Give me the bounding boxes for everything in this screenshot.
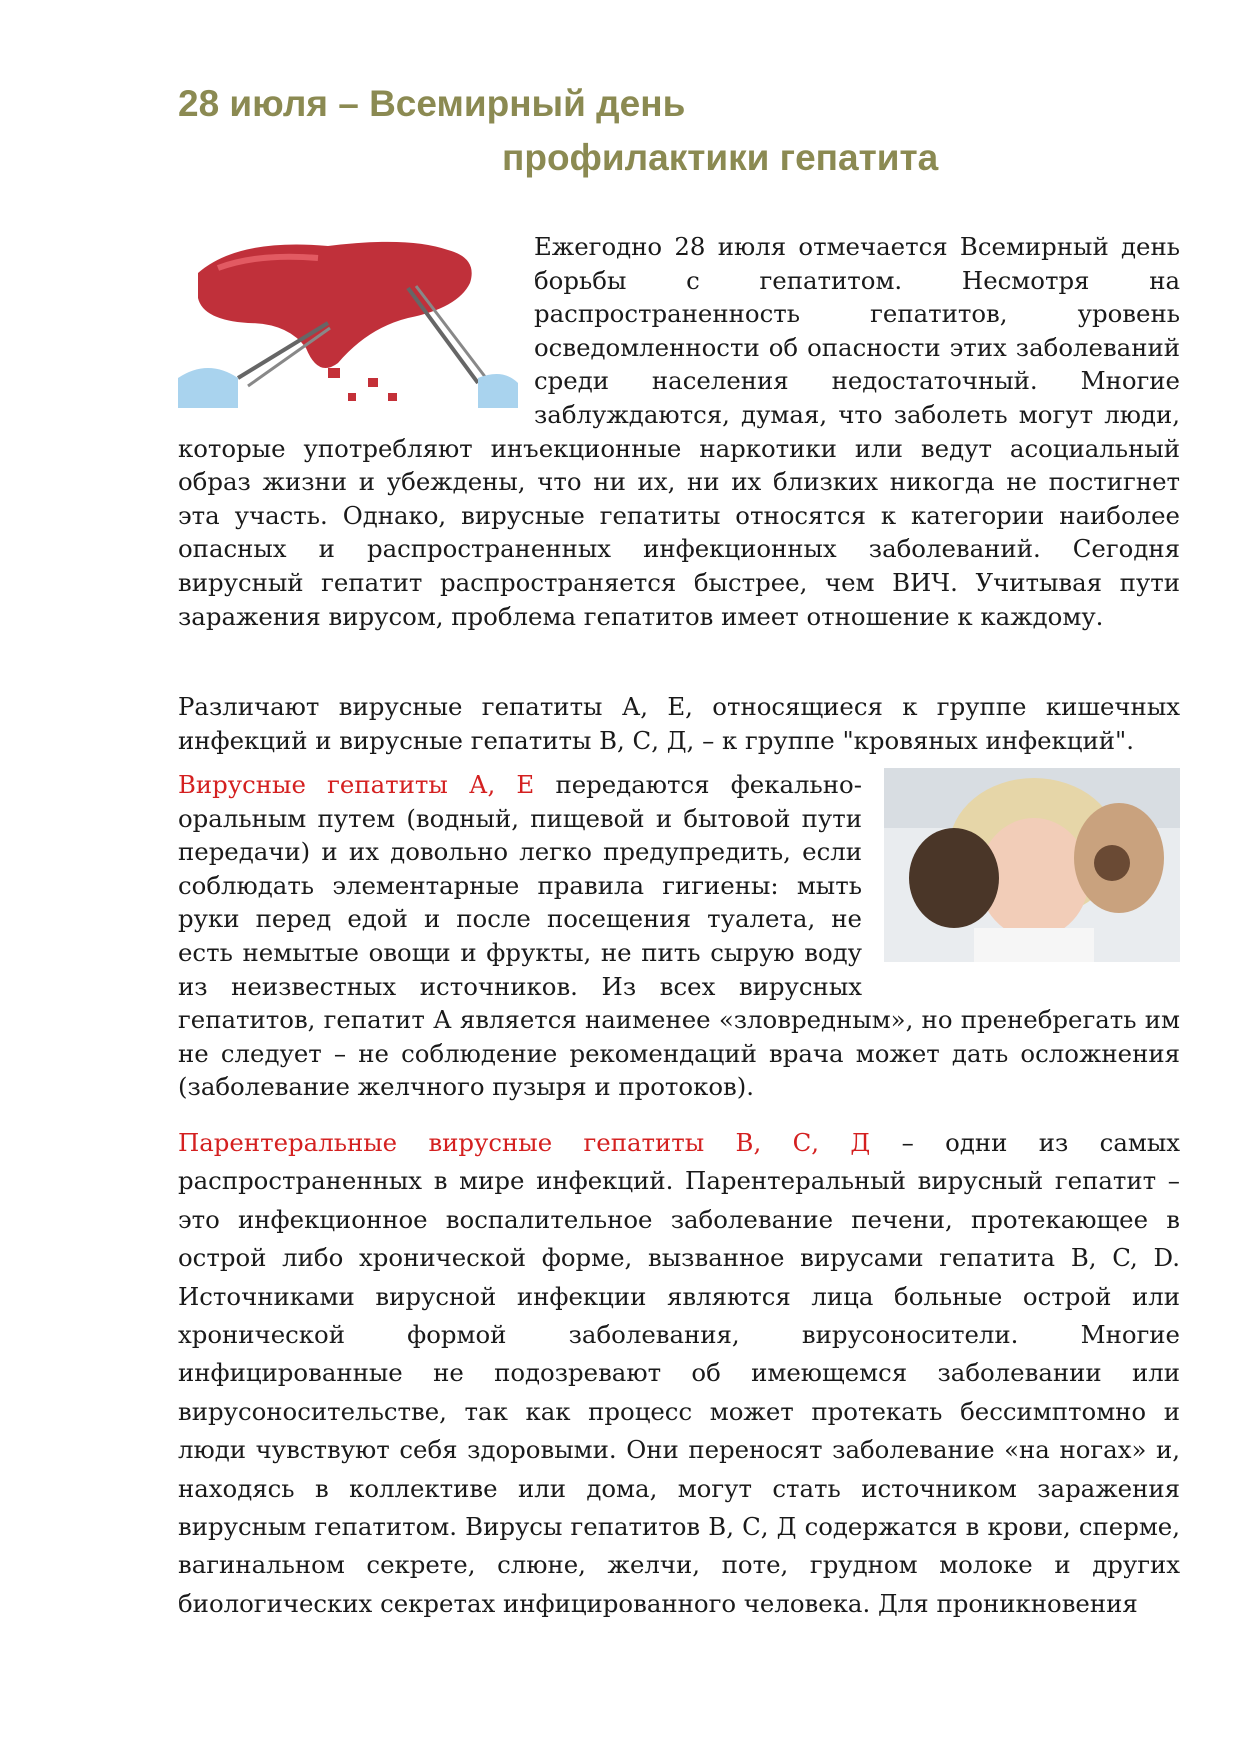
parenteral-text: – одни из самых распространенных в мире инфекций. Парентеральный вирусный гепатит – это инфекционное воспалительное заболевание печени, протекающее в острой либо хронической форме, вызванное вирусами гепатита B, C, D. Источниками вирусной инфекции являются лица больные острой или хронической формой заболевания, вирусоносители. Многие инфицированные не подозревают об имеющемся заболевании или вирусоносительстве, так как процесс может протекать бессимптомно и люди чувствуют себя здоровыми. Они переносят заболевание «на ногах» и, находясь в коллективе или дома, могут стать источником заражения вирусным гепатитом. Вирусы гепатитов В, С, Д содержатся в крови, сперме, вагинальном секрете, слюне, желчи, поте, грудном молоке и других биологических секретах инфицированного человека. Для проникновения [178, 1128, 1180, 1618]
parenteral-hepatitis-section [178, 1124, 1180, 1623]
parenteral-paragraph [178, 1124, 1180, 1623]
hepatitis-ae-section [178, 768, 1180, 1104]
intro-section [178, 230, 1180, 633]
child-photo [884, 768, 1180, 962]
types-paragraph: Различают вирусные гепатиты А, Е, относящиеся к группе кишечных инфекций и вирусные гепатиты В, С, Д, – к группе "кровяных инфекций". [178, 692, 1180, 755]
parenteral-heading: Парентеральные вирусные гепатиты В, С, Д [178, 1128, 871, 1157]
liver-illustration [178, 228, 518, 408]
hepatitis-ae-text: передаются фекально-оральным путем (водный, пищевой и бытовой пути передачи) и их довольно легко предупредить, если соблюдать элементарные правила гигиены: мыть руки перед едой и после посещения туалета, не есть немытые овощи и фрукты, не пить сырую воду из неизвестных источников. Из всех вирусных гепатитов, гепатит А является наименее «зловредным», но пренебрегать им не следует – не соблюдение рекомендаций врача может дать осложнения (заболевание желчного пузыря и протоков). [178, 770, 1180, 1102]
types-section [178, 690, 1180, 757]
page-title-line1: 28 июля – Всемирный день [178, 83, 686, 124]
hepatitis-ae-heading: Вирусные гепатиты А, Е [178, 770, 535, 799]
page-title-line2: профилактики гепатита [502, 137, 939, 178]
intro-paragraph: Ежегодно 28 июля отмечается Всемирный день борьбы с гепатитом. Несмотря на распространенность гепатитов, уровень осведомленности об опасности этих заболеваний среди населения недостаточный. Многие заблуждаются, думая, что заболеть могут люди, которые употребляют инъекционные наркотики или ведут асоциальный образ жизни и убеждены, что ни их, ни их близких никогда не постигнет эта участь. Однако, вирусные гепатиты относятся к категории наиболее опасных и распространенных инфекционных заболеваний. Сегодня вирусный гепатит распространяется быстрее, чем ВИЧ. Учитывая пути заражения вирусом, проблема гепатитов имеет отношение к каждому. [178, 232, 1180, 631]
